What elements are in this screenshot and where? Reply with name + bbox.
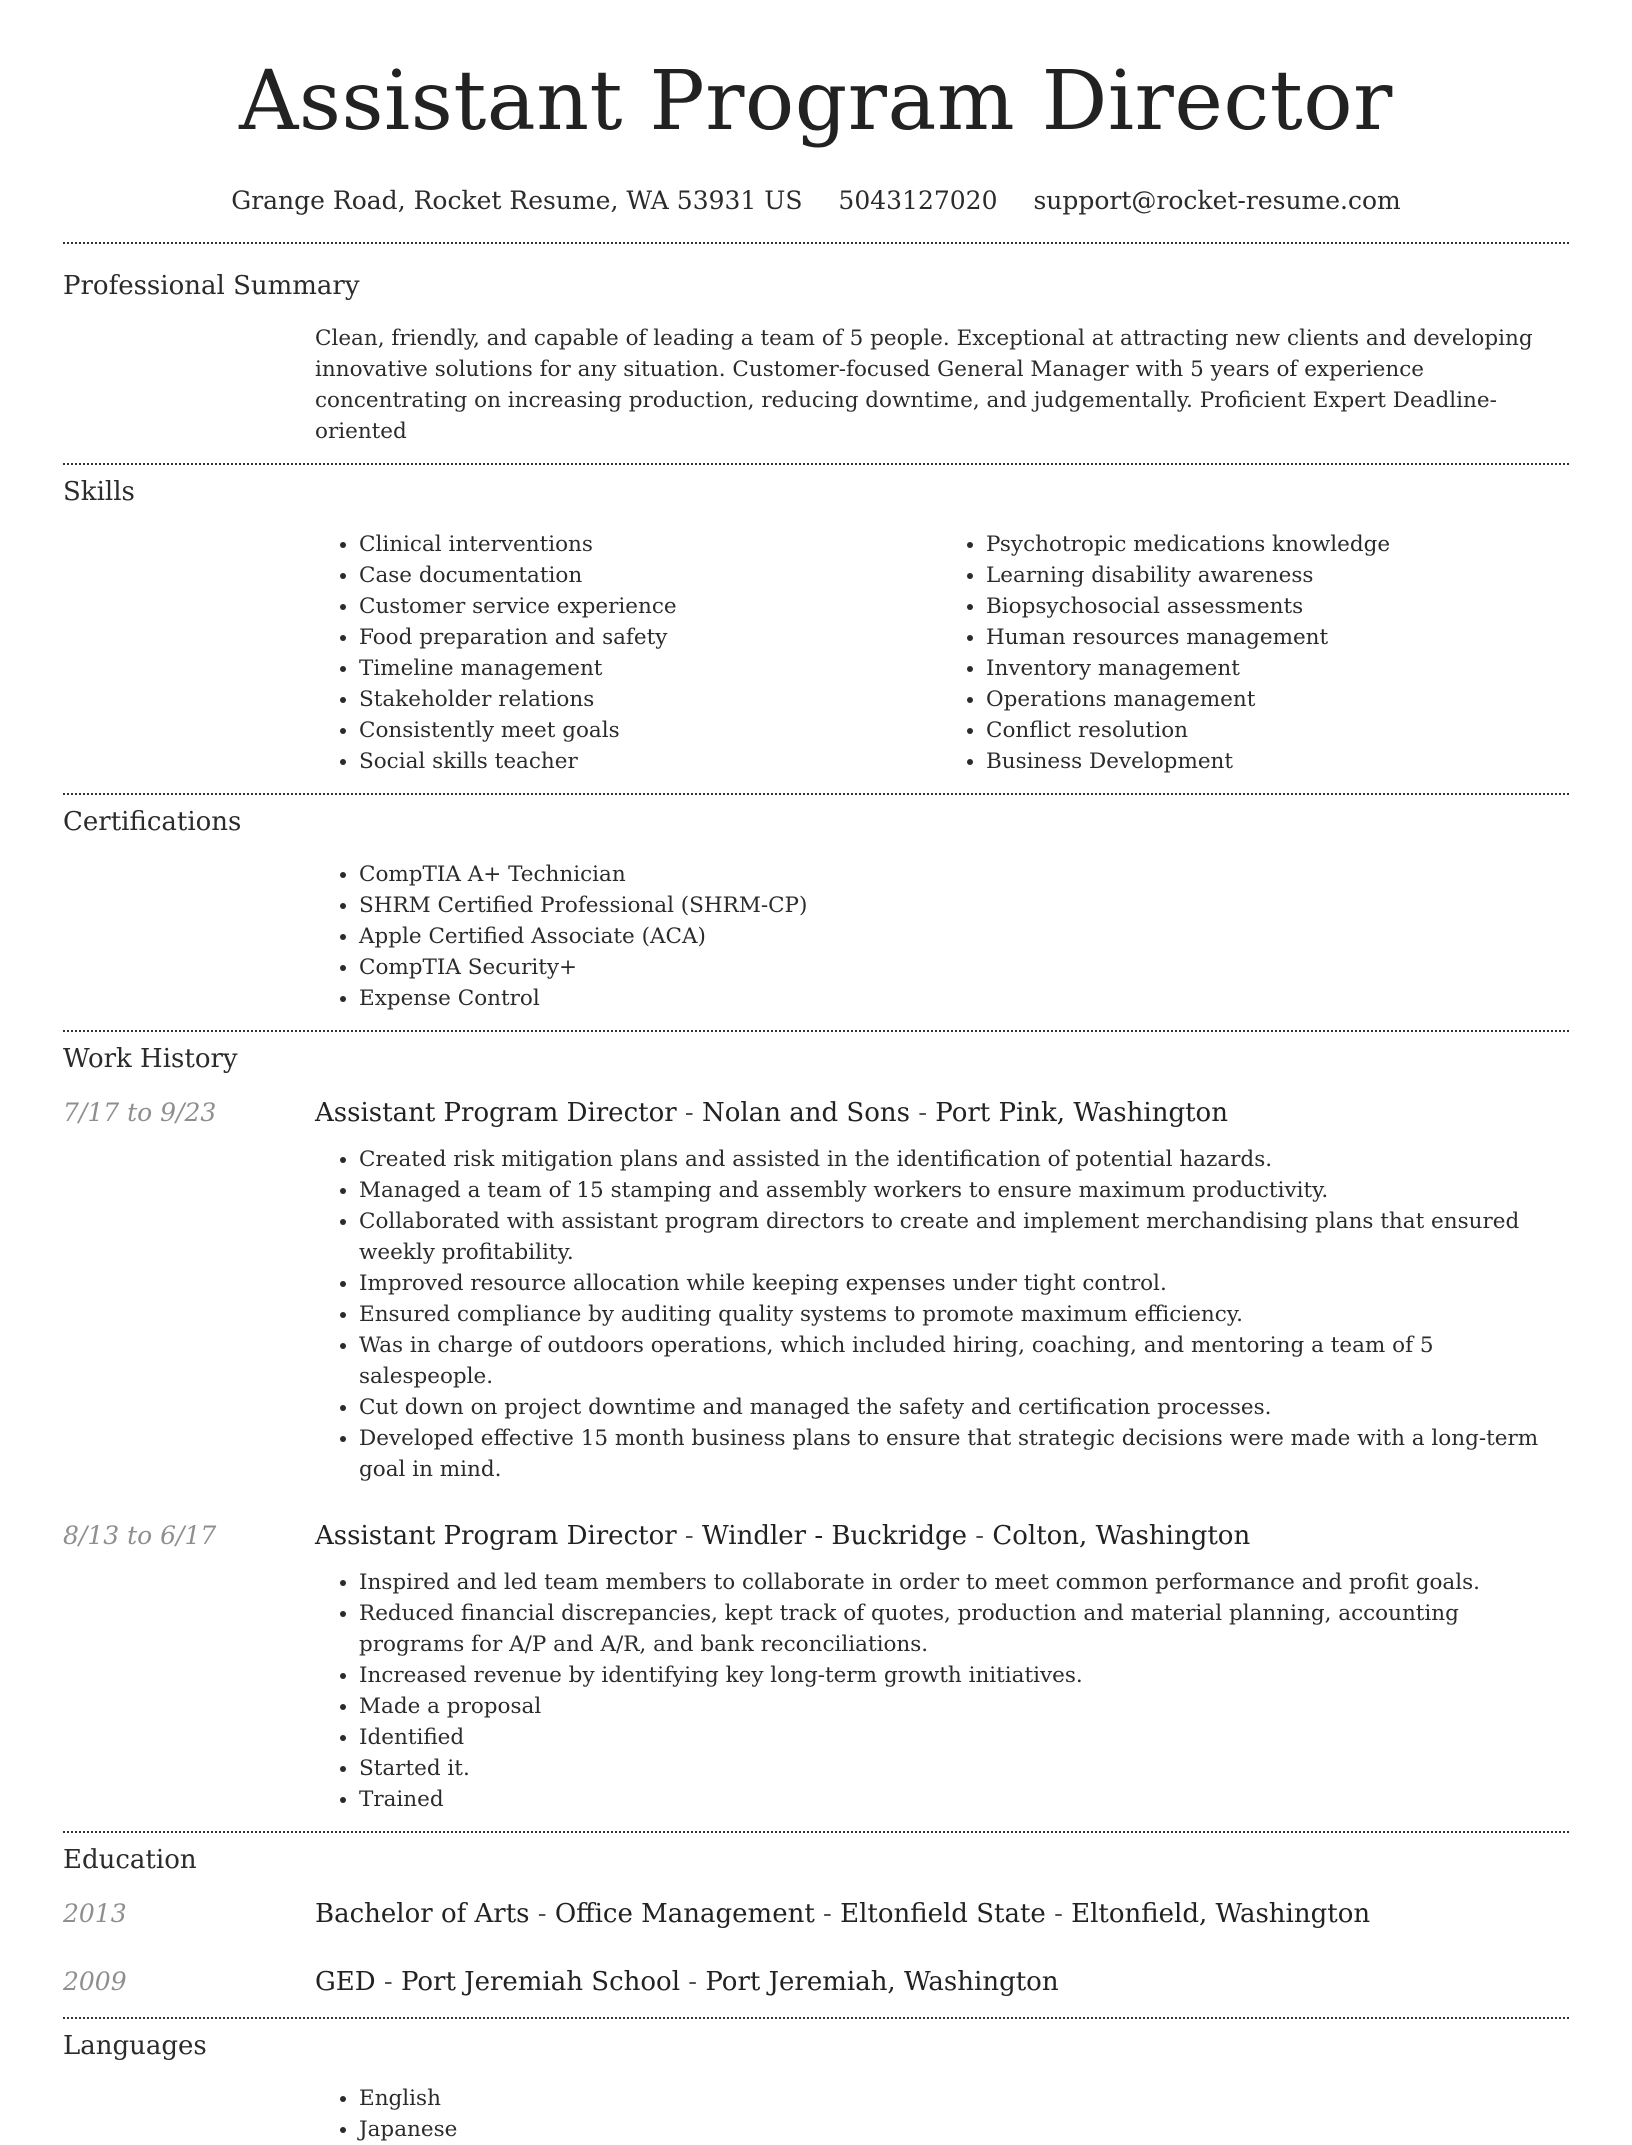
- certifications-list: [315, 859, 1569, 1014]
- skill-item: • Business Development: [986, 746, 1569, 777]
- section-title-certifications: Certifications: [63, 807, 242, 837]
- languages-content: [315, 2083, 1569, 2145]
- education-entry: [63, 1965, 1569, 2017]
- skill-item: • Stakeholder relations: [359, 684, 942, 715]
- job-company: Nolan and Sons: [702, 1098, 910, 1128]
- job-header: [63, 1519, 1569, 1553]
- job-role: Assistant Program Director: [315, 1521, 677, 1551]
- education-school: Port Jeremiah School: [400, 1967, 681, 1997]
- job-details: [315, 1567, 1569, 1815]
- skills-list-right: [942, 529, 1569, 777]
- job-title-line: [315, 1519, 1569, 1553]
- separator: -: [680, 1967, 706, 1997]
- certification-item: • SHRM Certified Professional (SHRM-CP): [359, 890, 1569, 921]
- job-bullet: • Cut down on project downtime and managed the safety and certification processes.: [359, 1392, 1569, 1423]
- education-entries: [63, 1897, 1569, 2017]
- job-bullet: • Collaborated with assistant program directors to create and implement merchandising plans that ensured weekly profitability.: [359, 1206, 1569, 1268]
- section-title-education: Education: [63, 1845, 197, 1875]
- education-location: Eltonfield, Washington: [1071, 1899, 1371, 1929]
- job-dates: 7/17 to 9/23: [63, 1098, 217, 1127]
- skills-section: [63, 465, 1569, 793]
- skill-item: • Psychotropic medications knowledge: [986, 529, 1569, 560]
- separator: -: [375, 1967, 401, 1997]
- job-dates: 8/13 to 6/17: [63, 1521, 217, 1550]
- job-bullet: • Made a proposal: [359, 1691, 1569, 1722]
- education-year: 2009: [63, 1967, 127, 1996]
- resume-name: Assistant Program Director: [239, 54, 1393, 149]
- job-bullet: • Increased revenue by identifying key long-term growth initiatives.: [359, 1660, 1569, 1691]
- job-location: Port Pink, Washington: [935, 1098, 1228, 1128]
- skill-item: • Learning disability awareness: [986, 560, 1569, 591]
- skill-item: • Social skills teacher: [359, 746, 942, 777]
- skill-item: • Timeline management: [359, 653, 942, 684]
- work-entries: [63, 1096, 1569, 1831]
- section-title-languages: Languages: [63, 2031, 207, 2061]
- section-title-skills: Skills: [63, 477, 135, 507]
- section-title-summary: Professional Summary: [63, 271, 360, 301]
- job-bullet: • Improved resource allocation while keeping expenses under tight control.: [359, 1268, 1569, 1299]
- language-item: • Japanese: [359, 2114, 1569, 2145]
- education-school: Eltonfield State: [840, 1899, 1046, 1929]
- education-degree: Bachelor of Arts: [315, 1899, 530, 1929]
- contact-email: support@rocket-resume.com: [1033, 186, 1401, 215]
- job-bullets: [315, 1144, 1569, 1485]
- skill-item: • Customer service experience: [359, 591, 942, 622]
- certifications-content: [315, 859, 1569, 1030]
- contact-address: Grange Road, Rocket Resume, WA 53931 US: [231, 186, 803, 215]
- separator: -: [967, 1521, 993, 1551]
- skills-list-left: [315, 529, 942, 777]
- skill-item: • Food preparation and safety: [359, 622, 942, 653]
- language-item: • English: [359, 2083, 1569, 2114]
- job-bullet: • Created risk mitigation plans and assisted in the identification of potential hazards.: [359, 1144, 1569, 1175]
- certifications-section: [63, 795, 1569, 1030]
- languages-section: [63, 2019, 1569, 2145]
- job-bullet: • Identified: [359, 1722, 1569, 1753]
- education-section: [63, 1833, 1569, 2017]
- skill-item: • Biopsychosocial assessments: [986, 591, 1569, 622]
- job-bullets: [315, 1567, 1569, 1815]
- job-header: [63, 1096, 1569, 1130]
- skill-item: • Human resources management: [986, 622, 1569, 653]
- job-bullet: • Was in charge of outdoors operations, which included hiring, coaching, and mentoring a team of 5 salespeople.: [359, 1330, 1569, 1392]
- section-title-work: Work History: [63, 1044, 238, 1074]
- separator: -: [814, 1899, 841, 1929]
- job-entry: [63, 1519, 1569, 1831]
- separator: -: [1045, 1899, 1072, 1929]
- job-bullet: • Developed effective 15 month business plans to ensure that strategic decisions were made with a long-term goal in mind.: [359, 1423, 1569, 1485]
- job-bullet: • Reduced financial discrepancies, kept track of quotes, production and material planning, accounting programs for A/P and A/R, and bank reconciliations.: [359, 1598, 1569, 1660]
- job-details: [315, 1144, 1569, 1485]
- job-bullet: • Ensured compliance by auditing quality systems to promote maximum efficiency.: [359, 1299, 1569, 1330]
- skill-item: • Consistently meet goals: [359, 715, 942, 746]
- job-location: Colton, Washington: [992, 1521, 1251, 1551]
- job-title-line: [315, 1096, 1569, 1130]
- education-title-line: [315, 1965, 1569, 1999]
- summary-section: [63, 244, 1569, 463]
- education-year: 2013: [63, 1899, 127, 1928]
- contact-line: [63, 184, 1569, 218]
- education-entry: [63, 1897, 1569, 1965]
- certification-item: • Apple Certified Associate (ACA): [359, 921, 1569, 952]
- separator: -: [529, 1899, 555, 1929]
- separator: -: [676, 1521, 702, 1551]
- languages-list: [315, 2083, 1569, 2145]
- contact-phone: 5043127020: [838, 186, 998, 215]
- skill-item: • Inventory management: [986, 653, 1569, 684]
- job-role: Assistant Program Director: [315, 1098, 677, 1128]
- job-bullet: • Started it.: [359, 1753, 1569, 1784]
- separator: -: [909, 1098, 936, 1128]
- job-entry: [63, 1096, 1569, 1519]
- skill-item: • Clinical interventions: [359, 529, 942, 560]
- education-location: Port Jeremiah, Washington: [705, 1967, 1059, 1997]
- education-degree: GED: [315, 1967, 376, 1997]
- skill-item: • Conflict resolution: [986, 715, 1569, 746]
- skills-columns: [315, 529, 1569, 793]
- certification-item: • CompTIA Security+: [359, 952, 1569, 983]
- job-bullet: • Inspired and led team members to collaborate in order to meet common performance and profit goals.: [359, 1567, 1569, 1598]
- job-bullet: • Managed a team of 15 stamping and assembly workers to ensure maximum productivity.: [359, 1175, 1569, 1206]
- summary-text: Clean, friendly, and capable of leading a team of 5 people. Exceptional at attracting new clients and developing innovative solutions for any situation. Customer-focused General Manager with 5 years of experience concentrating on increasing production, reducing downtime, and judgementally. Proficient Expert Deadline-oriented: [315, 326, 1533, 444]
- certification-item: • Expense Control: [359, 983, 1569, 1014]
- education-title-line: [315, 1897, 1569, 1931]
- job-bullet: • Trained: [359, 1784, 1569, 1815]
- job-company: Windler - Buckridge: [702, 1521, 968, 1551]
- skill-item: • Operations management: [986, 684, 1569, 715]
- separator: -: [676, 1098, 702, 1128]
- skill-item: • Case documentation: [359, 560, 942, 591]
- education-field: Office Management: [554, 1899, 815, 1929]
- certification-item: • CompTIA A+ Technician: [359, 859, 1569, 890]
- work-section: [63, 1032, 1569, 1831]
